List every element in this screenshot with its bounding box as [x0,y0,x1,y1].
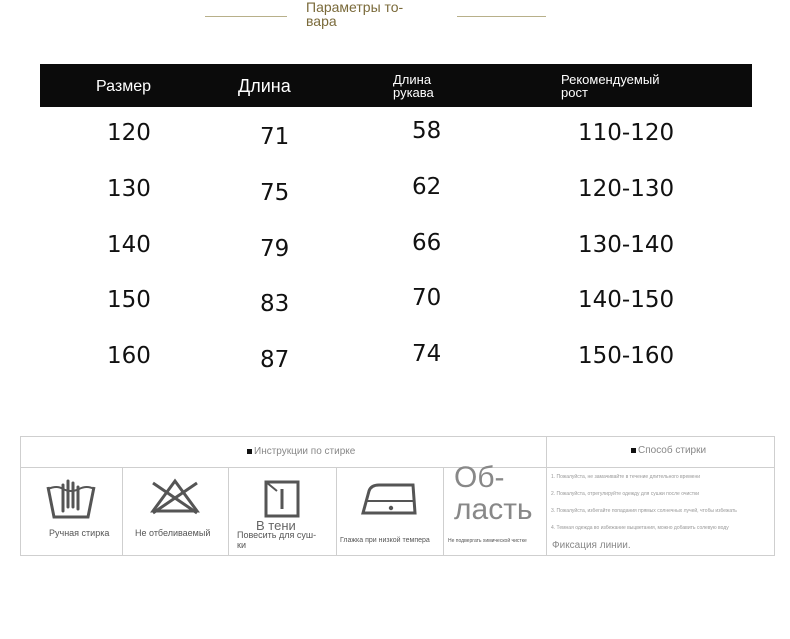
caption-hang-dry-overlay: В тени [256,518,296,533]
cell-size: 120 [107,120,151,146]
cell-height: 150-160 [578,343,675,369]
cell-size: 150 [107,287,151,313]
cell-height: 130-140 [578,232,675,258]
cell-sleeve: 74 [412,341,442,367]
bullet-icon [631,448,636,453]
no-bleach-icon [147,477,203,517]
low-iron-icon [359,481,423,517]
wash-note: 2. Пожалуйста, отрегулируйте одежду для сушки после очистки [551,491,700,497]
cell-length: 71 [260,124,290,150]
hang-dry-shade-icon [263,479,303,519]
caption-no-dry-clean: Не подвергать химической чистке [448,538,527,544]
divider [228,467,229,555]
table-row [40,287,752,327]
cell-length: 87 [260,347,290,373]
cell-sleeve: 58 [412,118,442,144]
wash-note: 1. Пожалуйста, не замачивайте в течение длительного времени [551,474,701,480]
washing-method-header: Способ стирки [631,445,706,456]
cell-length: 75 [260,180,290,206]
divider [546,437,547,555]
wash-note: 4. Темная одежда во избежание выцветания, можно добавить солевую воду [551,525,729,531]
title-rule-left [205,16,287,17]
caption-low-iron: Глажка при низкой темпера [340,537,430,544]
caption-no-bleach: Не отбеливаемый [135,528,211,538]
header-size: Размер [96,78,151,95]
caption-hang-dry: Повесить для суш- ки [237,530,317,550]
table-row [40,120,752,160]
cell-size: 130 [107,176,151,202]
header-recommended-height: Рекомендуемый рост [561,72,660,100]
cell-height: 110-120 [578,120,675,146]
cell-sleeve: 66 [412,230,442,256]
cell-height: 140-150 [578,287,675,313]
table-row [40,343,752,383]
cell-length: 79 [260,236,290,262]
caption-no-dry-clean-overlay: Об- ласть [454,461,533,526]
divider [122,467,123,555]
header-sleeve-length: Длина рукава [393,72,434,100]
title-rule-right [457,16,546,17]
line-fixation-note: Фиксация линии. [552,540,631,551]
page-title: Параметры то- вара [306,0,404,29]
cell-size: 160 [107,343,151,369]
divider [336,467,337,555]
divider [21,467,774,468]
cell-sleeve: 62 [412,174,442,200]
cell-height: 120-130 [578,176,675,202]
cell-sleeve: 70 [412,285,442,311]
care-panel [20,436,775,556]
hand-wash-icon [45,475,97,523]
caption-hand-wash: Ручная стирка [49,528,110,538]
cell-length: 83 [260,291,290,317]
washing-instructions-header: Инструкции по стирке [247,446,355,457]
bullet-icon [247,449,252,454]
size-table-header [40,64,752,107]
header-length: Длина [238,76,291,96]
divider [443,467,444,555]
table-row [40,176,752,216]
table-row [40,232,752,272]
cell-size: 140 [107,232,151,258]
wash-note: 3. Пожалуйста, избегайте попадания прямых солнечных лучей, чтобы избежать [551,508,737,514]
